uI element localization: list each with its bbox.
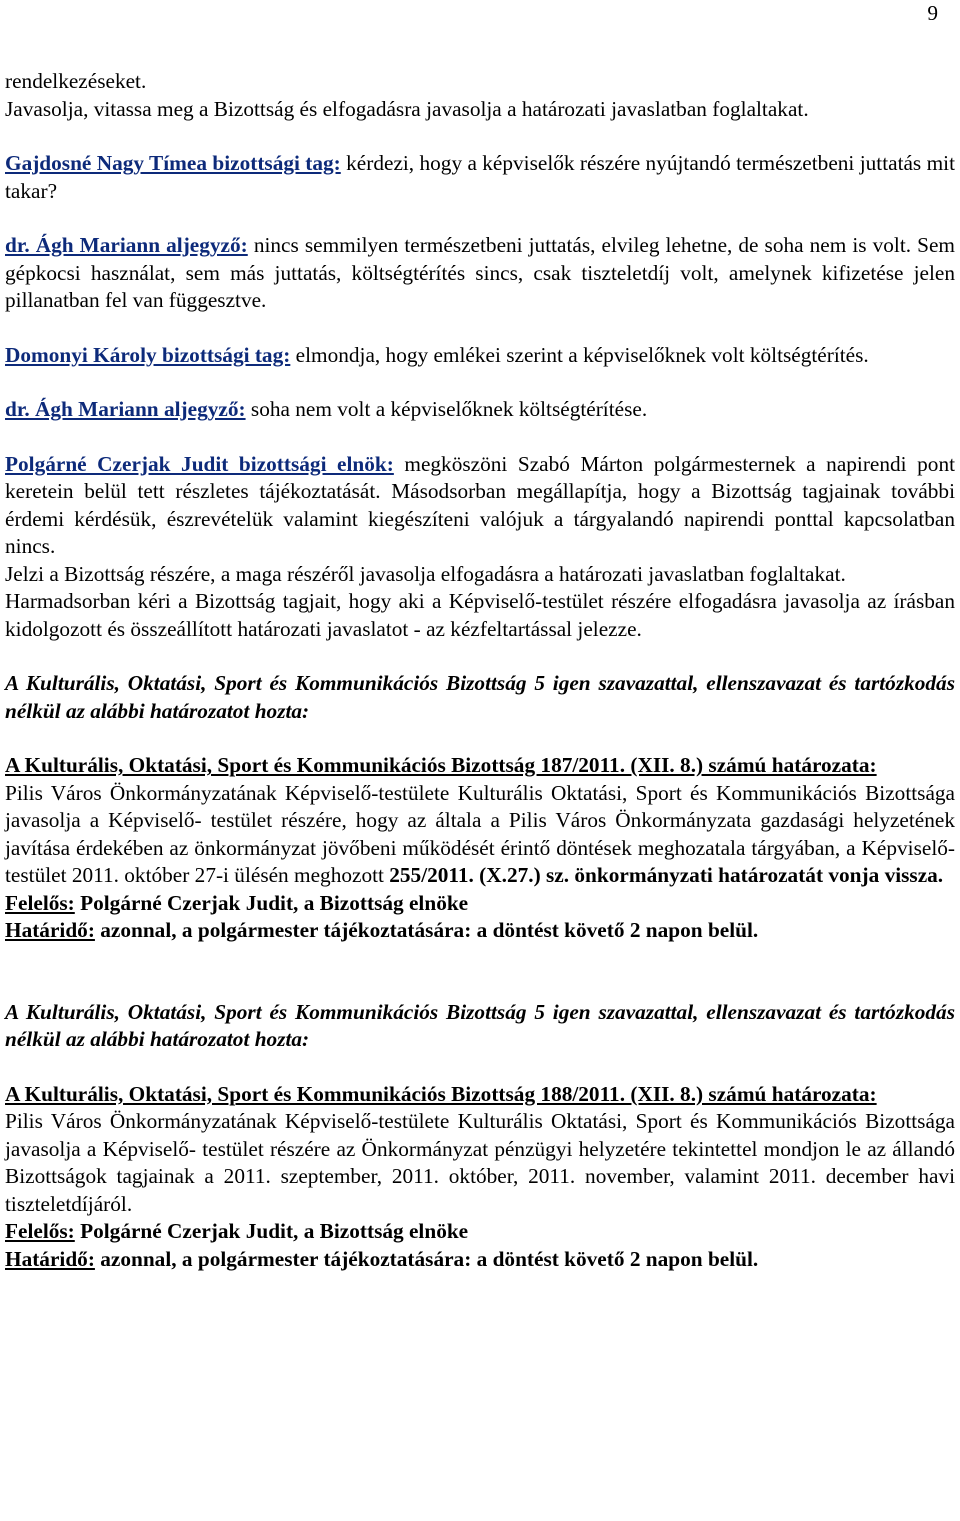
resolution-title: A Kulturális, Oktatási, Sport és Kommunikációs Bizottság 188/2011. (XII. 8.) számú határozata:: [5, 1081, 877, 1106]
deadline-line: Határidő: azonnal, a polgármester tájékoztatására: a döntést követő 2 napon belül.: [5, 1246, 759, 1271]
deadline-line: Határidő: azonnal, a polgármester tájékoztatására: a döntést követő 2 napon belül.: [5, 918, 759, 942]
page-number: 9: [927, 1, 938, 25]
speaker-name: dr. Ágh Mariann aljegyző:: [5, 397, 246, 421]
responsible-line: Felelős: Polgárné Czerjak Judit, a Bizottság elnöke: [5, 1219, 469, 1243]
resolution-188: [5, 999, 955, 1274]
resolution-body: Pilis Város Önkormányzatának Képviselő-testülete Kulturális Oktatási, Sport és Kommunikációs Bizottsága javasolja a Képviselő- testület részére az Önkormányzat pénzügyi helyzetére tekintettel mondjon le az állandó Bizottságok tagjainak a 2011. szeptember, 2011. október, 2011. november, valamint 2011. december havi tiszteletdíjáról.: [5, 1109, 955, 1216]
paragraph: rendelkezéseket.: [5, 69, 147, 93]
vote-statement: A Kulturális, Oktatási, Sport és Kommunikációs Bizottság 5 igen szavazattal, ellenszavazat és tartózkodás nélkül az alábbi határozatot hozta:: [5, 671, 955, 723]
paragraph: dr. Ágh Mariann aljegyző: soha nem volt a képviselőknek költségtérítése.: [5, 397, 648, 421]
paragraph: Gajdosné Nagy Tímea bizottsági tag: kérdezi, hogy a képviselők részére nyújtandó természetbeni juttatás mit takar?: [5, 151, 955, 203]
speaker-name: Polgárné Czerjak Judit bizottsági elnök:: [5, 451, 394, 476]
paragraph: Polgárné Czerjak Judit bizottsági elnök: megköszöni Szabó Márton polgármesternek a napirendi pont keretein belül tett részletes tájékoztatását. Másodsorban megállapítja, hogy a Bizottság tagjainak további érdemi kérdésük, észrevételük valamint kiegészíteni valójuk a tárgyalandó napirendi ponttal kapcsolatban nincs.: [5, 451, 956, 558]
speaker-name: Domonyi Károly bizottsági tag:: [5, 342, 291, 367]
paragraph: Javasolja, vitassa meg a Bizottság és elfogadásra javasolja a határozati javaslatban foglaltakat.: [5, 96, 809, 121]
paragraph: Jelzi a Bizottság részére, a maga részéről javasolja elfogadásra a határozati javaslatban foglaltakat.: [5, 561, 846, 586]
speaker-name: dr. Ágh Mariann aljegyző:: [5, 233, 248, 257]
responsible-line: Felelős: Polgárné Czerjak Judit, a Bizottság elnöke: [5, 890, 469, 915]
resolution-187: [5, 670, 955, 945]
paragraph: Harmadsorban kéri a Bizottság tagjait, hogy aki a Képviselő-testület részére elfogadásra javasolja az írásban kidolgozott és összeállított határozati javaslatot - az kézfeltartással jelezze.: [5, 589, 955, 641]
paragraph: Domonyi Károly bizottsági tag: elmondja, hogy emlékei szerint a képviselőknek volt költségtérítés.: [5, 342, 869, 367]
resolution-body: Pilis Város Önkormányzatának Képviselő-testülete Kulturális Oktatási, Sport és Kommunikációs Bizottsága javasolja a Képviselő- testület részére, hogy az általa a Pilis Város Önkormányzata gazdasági helyzetének javítása érdekében az önkormányzat jövőbeni működését érintő döntések meghozatala tárgyában, a Képviselő-testület 2011. október 27-i ülésén meghozott 255/2011. (X.27.) sz. önkormányzati határozatát vonja vissza.: [5, 780, 955, 887]
document-body: [5, 68, 955, 1273]
paragraph: dr. Ágh Mariann aljegyző: nincs semmilyen természetbeni juttatás, elvileg lehetne, de soha nem is volt. Sem gépkocsi használat, sem más juttatás, költségtérítés sincs, csak tiszteletdíj volt, amelynek kifizetése jelen pillanatban fel van függesztve.: [5, 233, 955, 312]
resolution-title: A Kulturális, Oktatási, Sport és Kommunikációs Bizottság 187/2011. (XII. 8.) számú határozata:: [5, 753, 877, 777]
vote-statement: A Kulturális, Oktatási, Sport és Kommunikációs Bizottság 5 igen szavazattal, ellenszavazat és tartózkodás nélkül az alábbi határozatot hozta:: [5, 999, 955, 1051]
speaker-name: Gajdosné Nagy Tímea bizottsági tag:: [5, 151, 341, 175]
